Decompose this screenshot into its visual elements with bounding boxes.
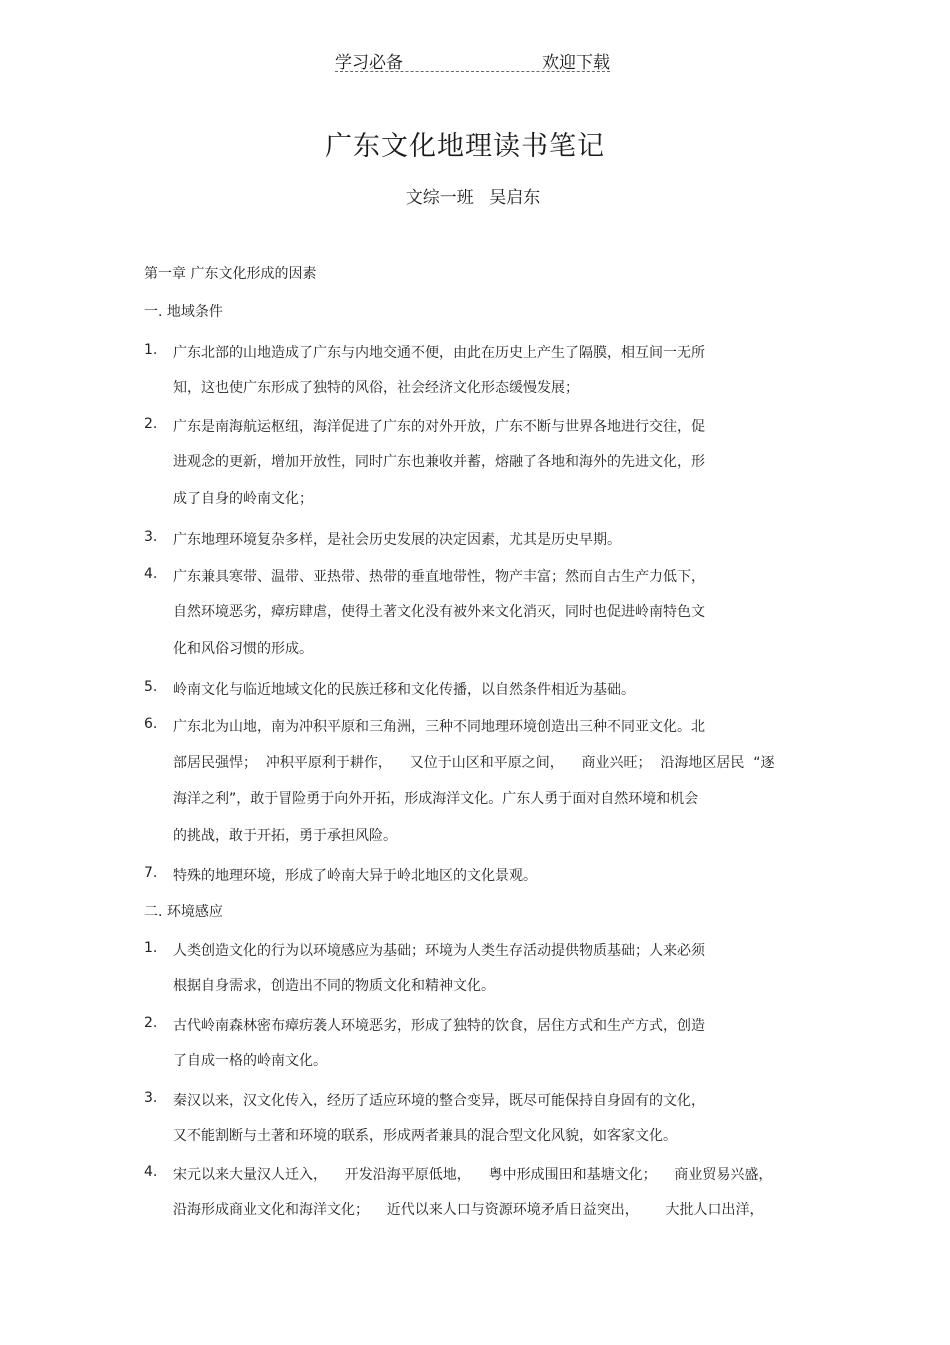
item-line: 知，这也使广东形成了独特的风俗，社会经济文化形态缓慢发展； bbox=[173, 380, 579, 396]
item-line: 广东北部的山地造成了广东与内地交通不便，由此在历史上产生了隔膜，相互间一无所 bbox=[173, 345, 705, 361]
section-heading: 二. 环境感应 bbox=[144, 904, 223, 920]
item-line: 岭南文化与临近地域文化的民族迁移和文化传播，以自然条件相近为基础。 bbox=[173, 682, 635, 698]
page-header bbox=[335, 48, 610, 74]
item-line: 秦汉以来，汉文化传入，经历了适应环境的整合变异，既尽可能保持自身固有的文化， bbox=[173, 1093, 705, 1109]
item-number: 4. bbox=[144, 566, 158, 582]
item-line: 化和风俗习惯的形成。 bbox=[173, 641, 313, 657]
item-line: 沿海形成商业文化和海洋文化； 近代以来人口与资源环境矛盾日益突出， 大批人口出洋， bbox=[173, 1202, 764, 1218]
item-number: 2. bbox=[144, 1015, 158, 1031]
item-line: 又不能割断与土著和环境的联系，形成两者兼具的混合型文化风貌，如客家文化。 bbox=[173, 1128, 677, 1144]
item-line: 的挑战，敢于开拓，勇于承担风险。 bbox=[173, 828, 397, 844]
item-number: 7. bbox=[144, 865, 158, 881]
header-underline bbox=[335, 71, 610, 72]
item-line: 广东是南海航运枢纽，海洋促进了广东的对外开放，广东不断与世界各地进行交往，促 bbox=[173, 419, 705, 435]
item-line: 了自成一格的岭南文化。 bbox=[173, 1053, 327, 1069]
item-line: 广东兼具寒带、温带、亚热带、热带的垂直地带性，物产丰富；然而自古生产力低下， bbox=[173, 569, 705, 585]
item-line: 部居民强悍； 冲积平原利于耕作， 又位于山区和平原之间， 商业兴旺； 沿海地区居民 “逐 bbox=[173, 755, 775, 771]
header-left-text: 学习必备 bbox=[335, 53, 403, 73]
item-number: 4. bbox=[144, 1164, 158, 1180]
item-line: 成了自身的岭南文化； bbox=[173, 491, 313, 507]
document-title: 广东文化地理读书笔记 bbox=[325, 131, 605, 162]
item-number: 2. bbox=[144, 416, 158, 432]
item-line: 特殊的地理环境，形成了岭南大异于岭北地区的文化景观。 bbox=[173, 868, 537, 884]
item-line: 古代岭南森林密布瘴疠袭人环境恶劣，形成了独特的饮食，居住方式和生产方式，创造 bbox=[173, 1018, 705, 1034]
item-line: 海洋之利”，敢于冒险勇于向外开拓，形成海洋文化。广东人勇于面对自然环境和机会 bbox=[173, 791, 699, 807]
item-number: 3. bbox=[144, 529, 158, 545]
document-author: 文综一班 吴启东 bbox=[405, 188, 541, 208]
item-line: 根据自身需求，创造出不同的物质文化和精神文化。 bbox=[173, 978, 495, 994]
item-line: 人类创造文化的行为以环境感应为基础；环境为人类生存活动提供物质基础；人来必须 bbox=[173, 943, 705, 959]
item-line: 自然环境恶劣，瘴疠肆虐，使得土著文化没有被外来文化消灭，同时也促进岭南特色文 bbox=[173, 604, 705, 620]
item-line: 广东北为山地，南为冲积平原和三角洲，三种不同地理环境创造出三种不同亚文化。北 bbox=[173, 719, 705, 735]
header-right-text: 欢迎下载 bbox=[542, 53, 610, 73]
item-number: 3. bbox=[144, 1090, 158, 1106]
item-number: 1. bbox=[144, 342, 158, 358]
item-line: 进观念的更新，增加开放性，同时广东也兼收并蓄，熔融了各地和海外的先进文化，形 bbox=[173, 454, 705, 470]
chapter-heading: 第一章 广东文化形成的因素 bbox=[144, 266, 317, 282]
item-number: 6. bbox=[144, 716, 158, 732]
section-heading: 一. 地域条件 bbox=[144, 304, 223, 320]
item-number: 1. bbox=[144, 940, 158, 956]
item-line: 宋元以来大量汉人迁入， 开发沿海平原低地， 粤中形成围田和基塘文化； 商业贸易兴盛， bbox=[173, 1167, 773, 1183]
item-number: 5. bbox=[144, 679, 158, 695]
item-line: 广东地理环境复杂多样，是社会历史发展的决定因素，尤其是历史早期。 bbox=[173, 532, 621, 548]
